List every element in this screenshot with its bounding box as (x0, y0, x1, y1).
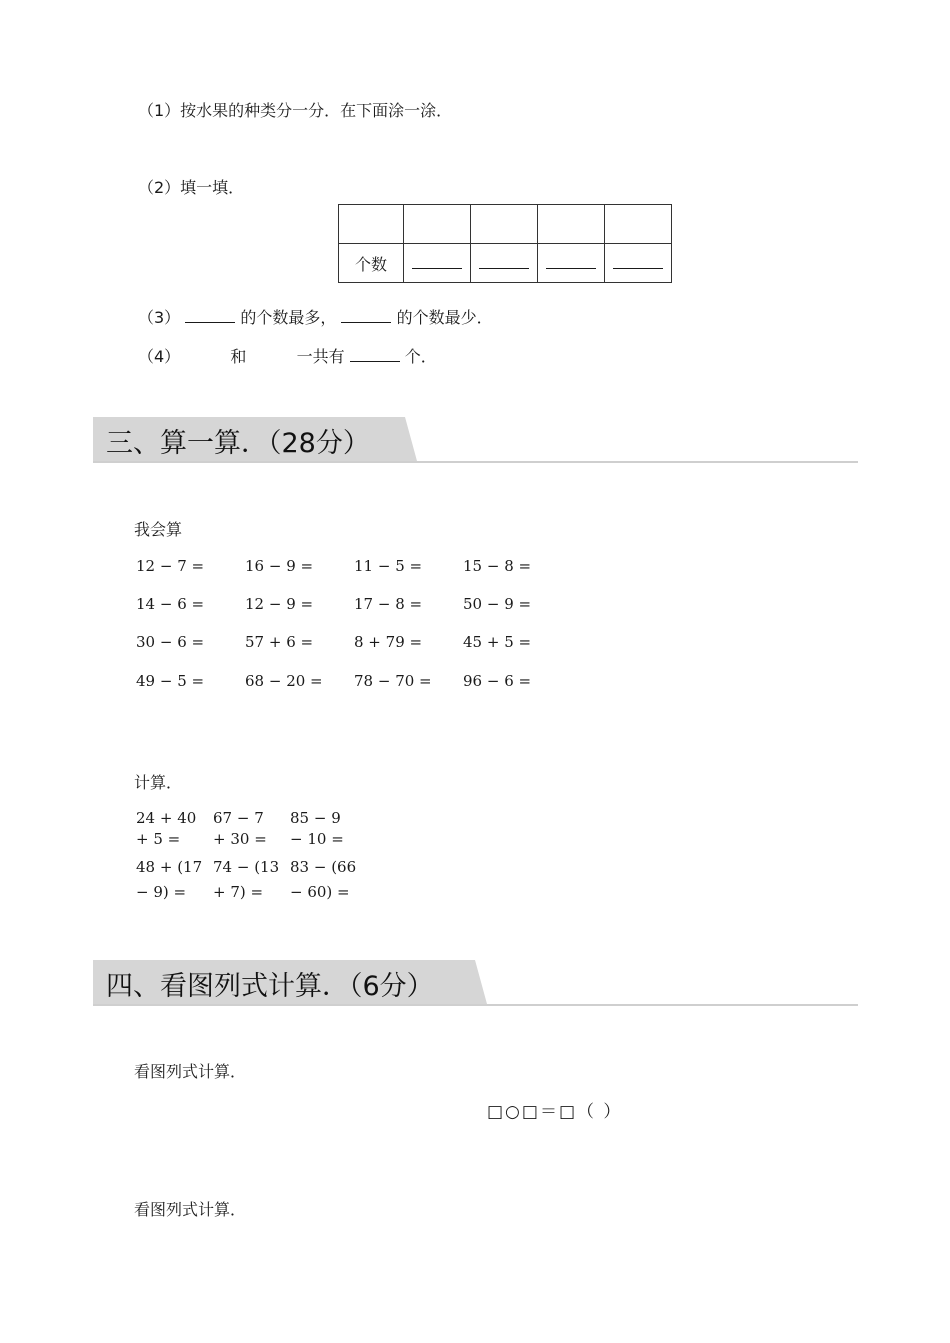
table-cell[interactable] (605, 205, 672, 244)
problem: 12 − 9 = (245, 595, 314, 613)
calc-line: − 10 = (290, 830, 344, 848)
problem: 96 − 6 = (463, 672, 532, 690)
calc-line: 74 − (13 (213, 858, 280, 876)
subheading-picture-equation: 看图列式计算． (134, 1200, 247, 1219)
problem: 45 + 5 = (463, 633, 532, 651)
question-4: （4） 和 一共有 个． (138, 347, 437, 366)
section-divider (93, 1004, 858, 1006)
calc-line: + 30 = (213, 830, 267, 848)
problem: 68 − 20 = (245, 672, 323, 690)
subheading-mental-math: 我会算 (134, 520, 183, 539)
subheading-calculate: 计算． (134, 773, 183, 792)
calc-line: + 5 = (136, 830, 181, 848)
problem: 12 − 7 = (136, 557, 205, 575)
answer-blank[interactable] (350, 347, 400, 362)
calc-line: 85 − 9 (290, 809, 341, 827)
row-label-count: 个数 (339, 244, 404, 283)
answer-blank[interactable] (613, 254, 663, 269)
question-1: （1）按水果的种类分一分．在下面涂一涂． (138, 101, 453, 120)
answer-blank[interactable] (341, 308, 391, 323)
table-row (339, 244, 672, 283)
table-cell (339, 205, 404, 244)
problem: 78 − 70 = (354, 672, 432, 690)
answer-blank[interactable] (412, 254, 462, 269)
fill-table (338, 204, 672, 283)
problem: 17 − 8 = (354, 595, 423, 613)
answer-blank[interactable] (546, 254, 596, 269)
section-divider (93, 461, 858, 463)
problem: 8 + 79 = (354, 633, 423, 651)
answer-blank[interactable] (479, 254, 529, 269)
subheading-picture-equation: 看图列式计算． (134, 1062, 247, 1081)
table-row (339, 205, 672, 244)
problem: 11 − 5 = (354, 557, 423, 575)
calc-line: 24 + 40 (136, 809, 197, 827)
calc-line: − 9) = (136, 883, 187, 901)
problem: 57 + 6 = (245, 633, 314, 651)
calc-line: + 7) = (213, 883, 264, 901)
table-cell[interactable] (538, 205, 605, 244)
table-cell[interactable] (404, 205, 471, 244)
section-4-header (93, 960, 858, 1006)
question-3: （3） 的个数最多， 的个数最少． (138, 308, 493, 327)
question-2: （2）填一填． (138, 178, 245, 197)
section-title: 三、算一算．（28分） (106, 428, 370, 459)
equation-template[interactable]: □○□＝□（ ） (487, 1102, 623, 1122)
calc-line: 83 − (66 (290, 858, 357, 876)
problem: 16 − 9 = (245, 557, 314, 575)
calc-line: 67 − 7 (213, 809, 264, 827)
section-3-header (93, 417, 858, 463)
calc-line: 48 + (17 (136, 858, 203, 876)
calc-line: − 60) = (290, 883, 350, 901)
problem: 30 − 6 = (136, 633, 205, 651)
problem: 50 − 9 = (463, 595, 532, 613)
table-cell[interactable] (471, 205, 538, 244)
problem: 14 − 6 = (136, 595, 205, 613)
section-title: 四、看图列式计算．（6分） (106, 971, 434, 1002)
answer-blank[interactable] (185, 308, 235, 323)
problem: 49 − 5 = (136, 672, 205, 690)
problem: 15 − 8 = (463, 557, 532, 575)
